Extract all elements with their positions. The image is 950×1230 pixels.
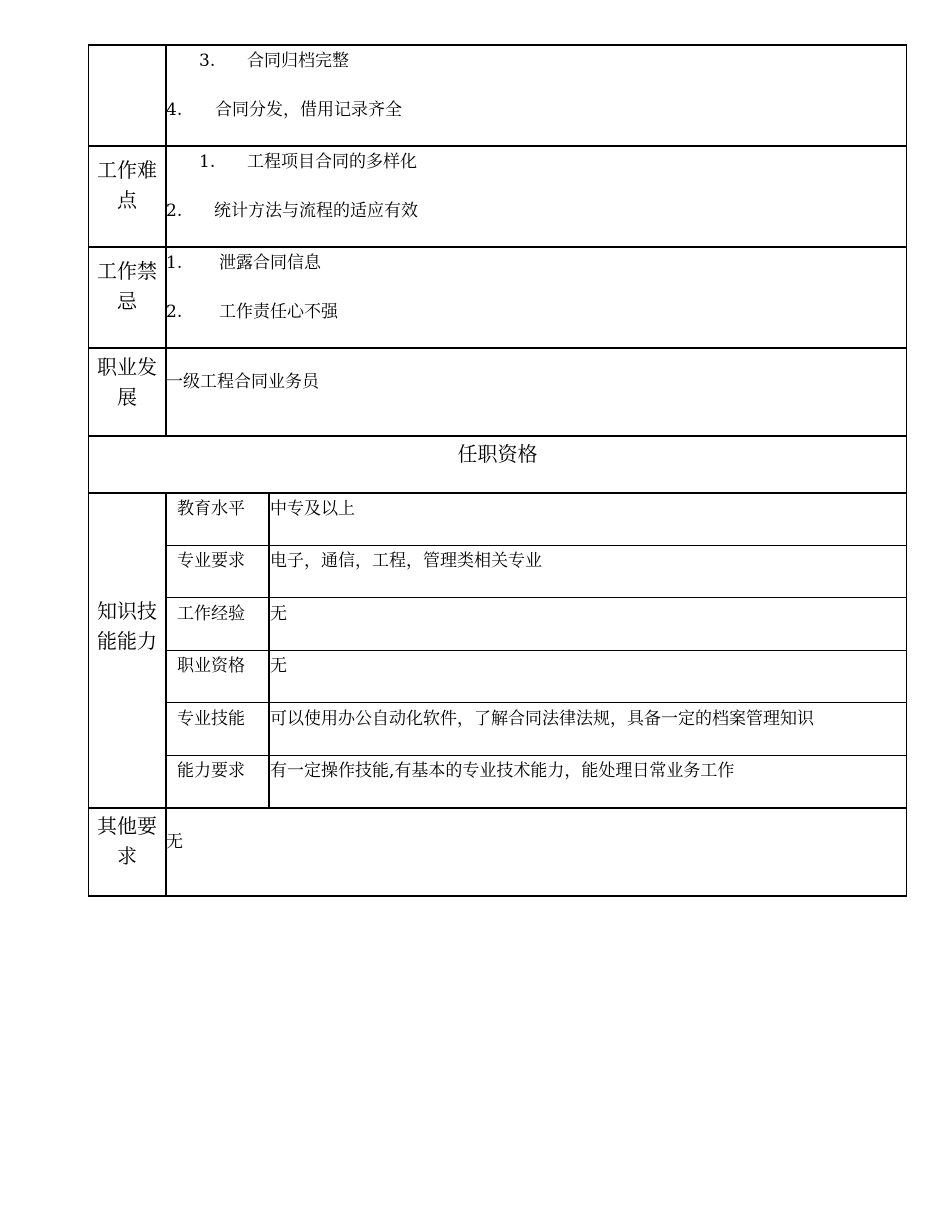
qualification-label: 工作经验 [177, 604, 245, 624]
table-border [88, 347, 907, 349]
list-number: 2. [166, 201, 183, 221]
list-item: 泄露合同信息 [219, 253, 321, 273]
qualification-value: 无 [270, 656, 287, 676]
qualification-value: 有一定操作技能,有基本的专业技术能力，能处理日常业务工作 [270, 761, 735, 781]
table-border [88, 145, 907, 147]
table-border [88, 246, 907, 248]
table-border [906, 44, 907, 897]
table-border [88, 807, 907, 809]
list-number: 1. [199, 152, 216, 172]
list-item: 工作责任心不强 [219, 302, 338, 322]
qualification-value: 中专及以上 [270, 499, 355, 519]
table-border [88, 435, 907, 437]
table-border [166, 650, 907, 651]
qualification-label: 专业技能 [177, 709, 245, 729]
list-item: 工程项目合同的多样化 [247, 152, 417, 172]
table-border [88, 44, 907, 46]
row-label-difficulties: 工作难点 [97, 158, 157, 212]
group-label-skills: 知识技能能力 [97, 599, 157, 653]
list-number: 1. [166, 253, 183, 273]
list-number: 3. [199, 51, 216, 71]
qualification-value: 可以使用办公自动化软件，了解合同法律法规，具备一定的档案管理知识 [270, 709, 814, 729]
qualification-label: 专业要求 [177, 551, 245, 571]
row-label-taboos: 工作禁忌 [97, 259, 157, 313]
section-title: 任职资格 [457, 442, 538, 466]
table-border [88, 895, 907, 897]
qualification-value: 无 [270, 604, 287, 624]
row-label-other: 其他要求 [97, 814, 157, 868]
career-value: 一级工程合同业务员 [166, 372, 319, 392]
list-item: 统计方法与流程的适应有效 [214, 201, 418, 221]
list-number: 2. [166, 302, 183, 322]
list-item: 合同分发，借用记录齐全 [215, 100, 402, 120]
list-number: 4. [166, 100, 183, 120]
qualification-label: 职业资格 [177, 656, 245, 676]
table-border [166, 755, 907, 756]
table-border [166, 545, 907, 546]
table-border [166, 702, 907, 703]
other-value: 无 [166, 832, 183, 852]
table-border [166, 597, 907, 598]
row-label-career: 职业发展 [97, 355, 157, 409]
qualification-label: 教育水平 [177, 499, 245, 519]
list-item: 合同归档完整 [247, 51, 349, 71]
table-border [88, 492, 907, 494]
qualification-label: 能力要求 [177, 761, 245, 781]
qualification-value: 电子，通信，工程，管理类相关专业 [270, 551, 542, 571]
